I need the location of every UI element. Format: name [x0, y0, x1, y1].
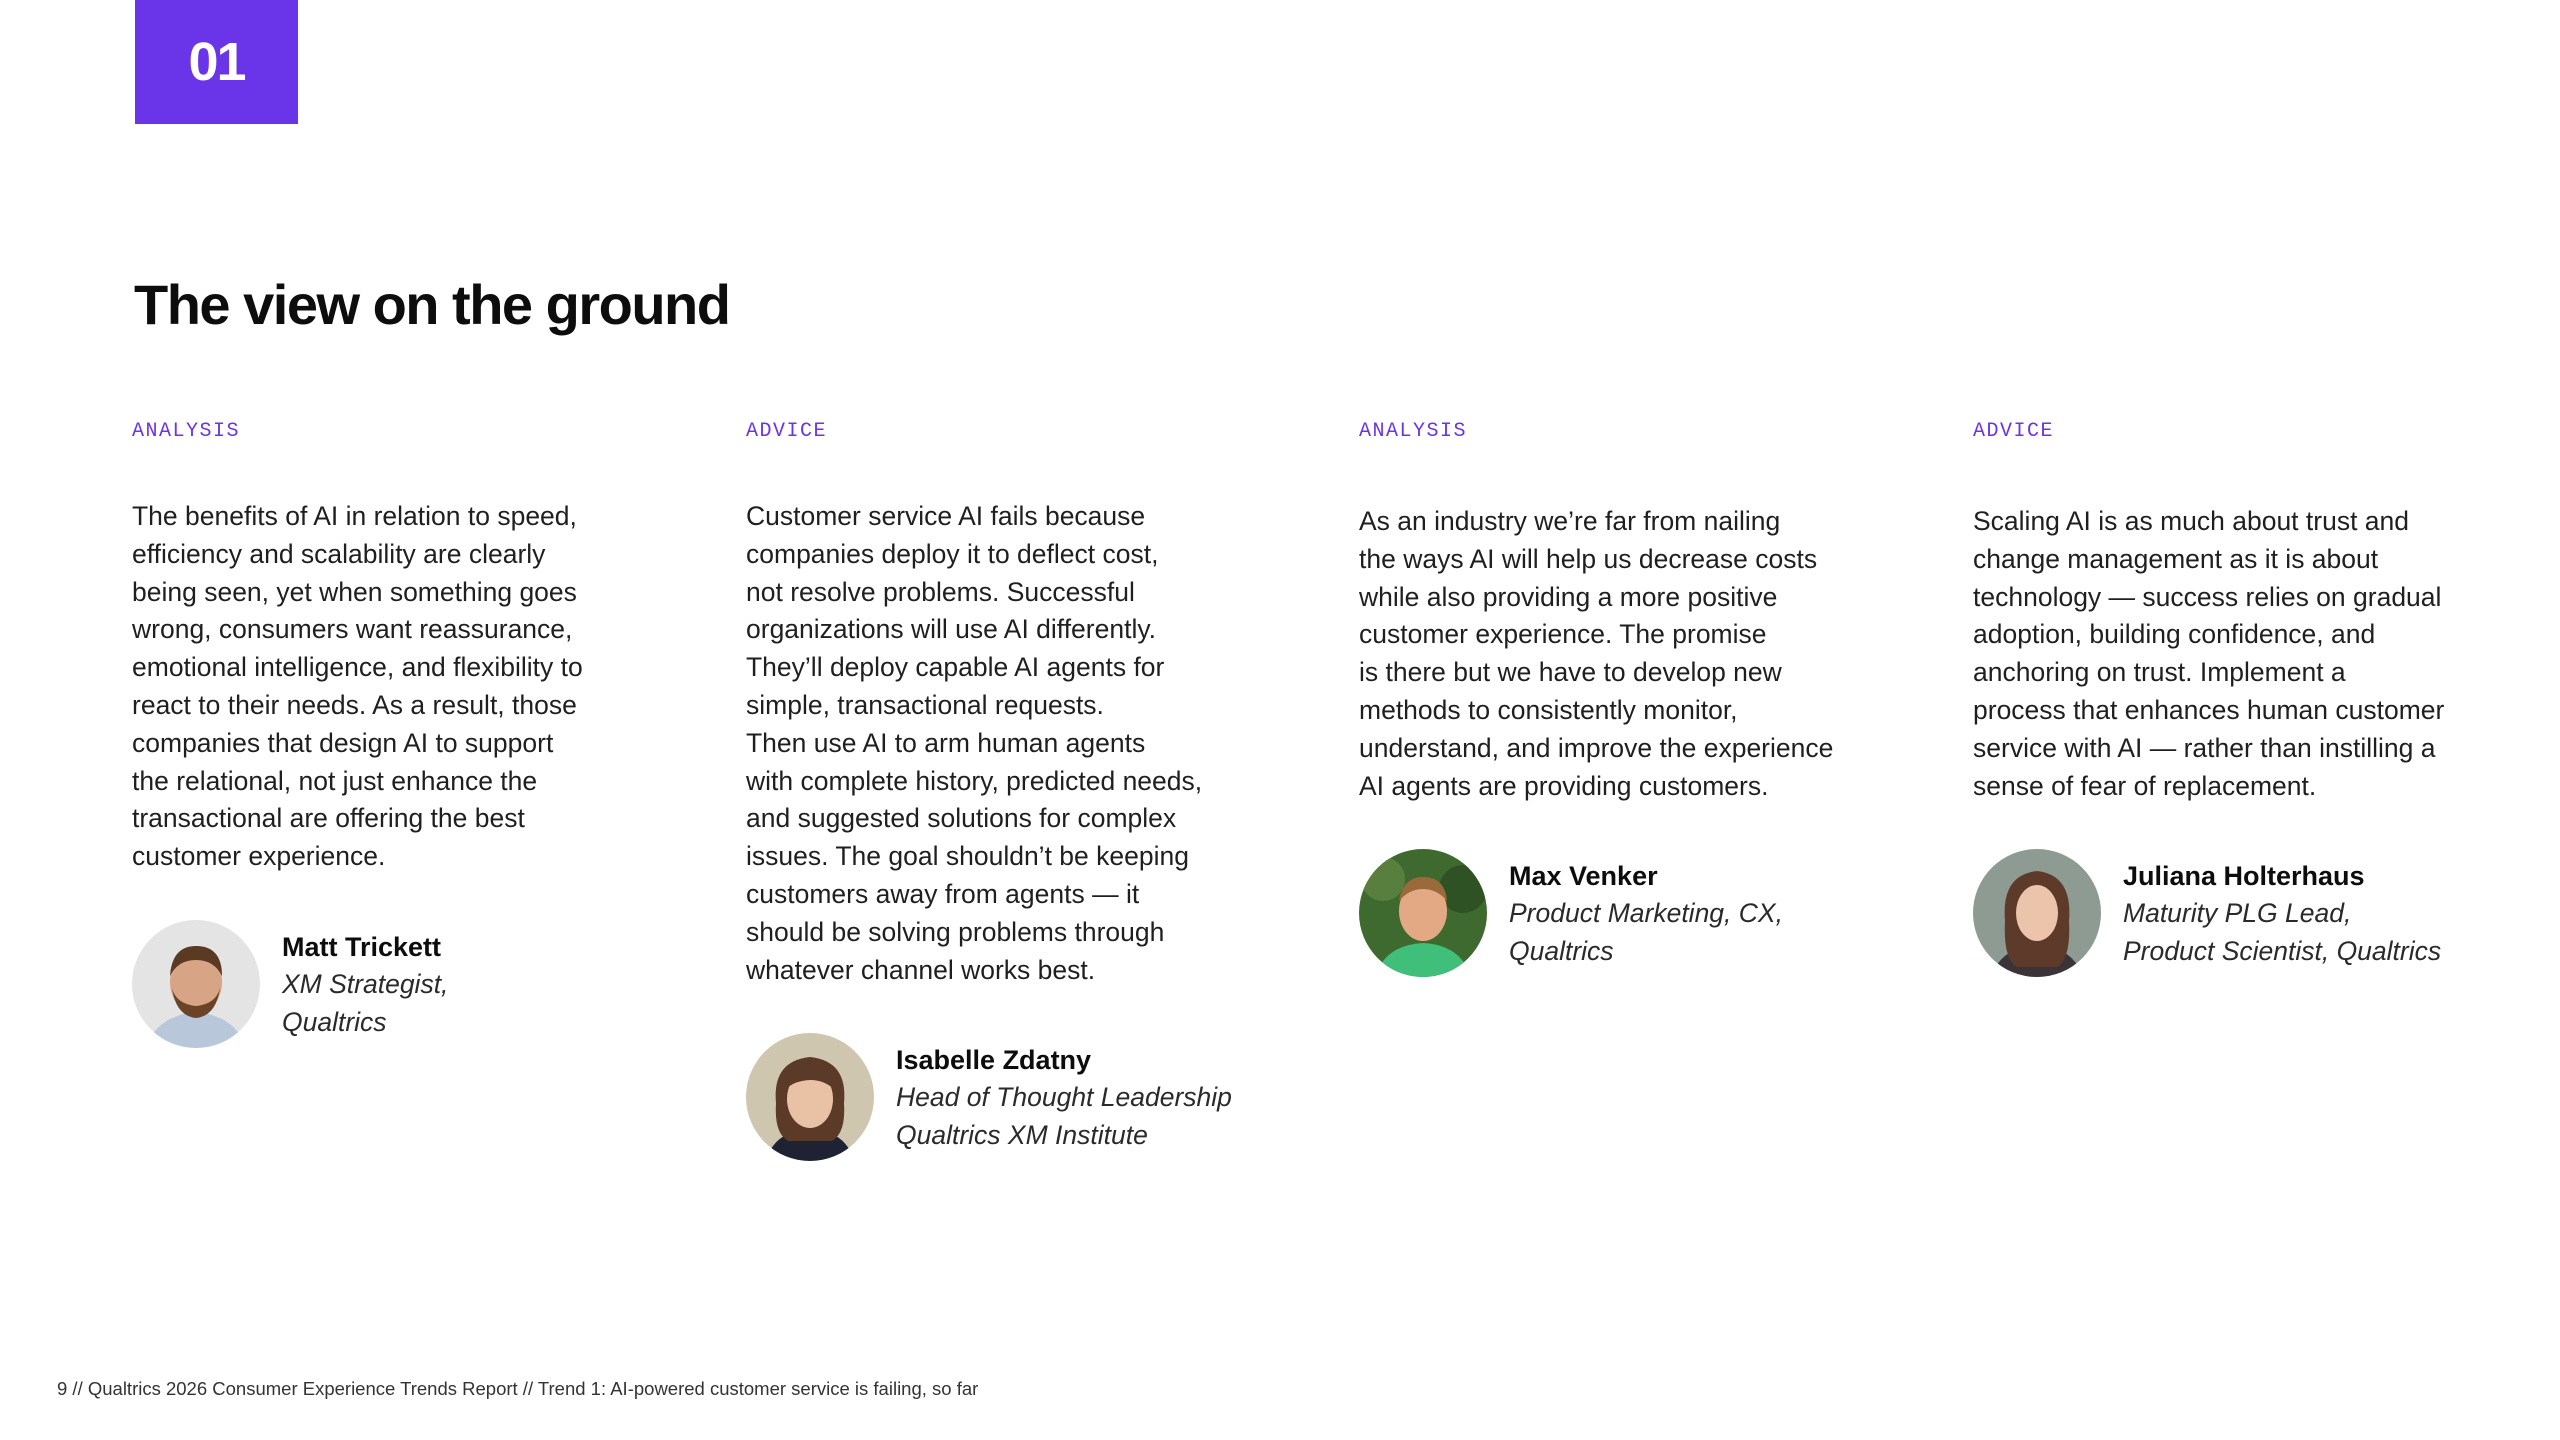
author-role: Product Marketing, CX, Qualtrics [1509, 898, 1783, 967]
avatar-photo-icon [132, 920, 260, 1048]
perspective-column [1973, 420, 2533, 977]
author-role: Maturity PLG Lead, Product Scientist, Qualtrics [2123, 898, 2442, 967]
author-role: XM Strategist, Qualtrics [282, 968, 449, 1037]
column-body: Customer service AI fails because companies deploy it to deflect cost, not resolve problems. Successful organizations will use AI differently. They’ll deploy capable AI agents for simple, transactional requests. Then use AI to arm human agents with complete history, predicted needs, and suggested solutions for complex issues. The goal shouldn’t be keeping customers away from agents — it should be solving problems through whatever channel works best. [746, 501, 1203, 985]
avatar-photo-icon [1359, 849, 1487, 977]
perspective-column [132, 420, 692, 1048]
column-tag: ADVICE [746, 420, 828, 443]
page-title: The view on the ground [134, 273, 730, 336]
column-tag: ADVICE [1973, 420, 2055, 443]
column-tag: ANALYSIS [1359, 420, 1468, 443]
author-name: Juliana Holterhaus [2123, 861, 2365, 892]
column-body: Scaling AI is as much about trust and change management as it is about technology — success relies on gradual adoption, building confidence, and anchoring on trust. Implement a process that enhances human customer service with AI — rather than instilling a sense of fear of replacement. [1973, 506, 2445, 801]
column-tag: ANALYSIS [132, 420, 241, 443]
author-block [132, 920, 692, 1048]
avatar-photo-icon [746, 1033, 874, 1161]
author-avatar [132, 920, 260, 1048]
author-avatar [746, 1033, 874, 1161]
column-body: The benefits of AI in relation to speed, efficiency and scalability are clearly being seen, yet when something goes wrong, consumers want reassurance, emotional intelligence, and flexibility to react to their needs. As a result, those companies that design AI to support the relational, not just enhance the transactional are offering the best customer experience. [132, 501, 583, 872]
author-name: Matt Trickett [282, 931, 442, 962]
author-block [1359, 849, 1919, 977]
author-block [746, 1033, 1306, 1161]
author-name: Max Venker [1509, 861, 1658, 892]
author-avatar [1359, 849, 1487, 977]
author-block [1973, 849, 2533, 977]
page-footer: 9 // Qualtrics 2026 Consumer Experience Trends Report // Trend 1: AI-powered customer service is failing, so far [57, 1378, 979, 1399]
trend-number-badge: 01 [135, 0, 298, 124]
avatar-photo-icon [1973, 849, 2101, 977]
column-body: As an industry we’re far from nailing the ways AI will help us decrease costs while also providing a more positive customer experience. The promise is there but we have to develop new methods to consistently monitor, understand, and improve the experience AI agents are providing customers. [1359, 506, 1834, 801]
perspective-column [1359, 420, 1919, 977]
author-avatar [1973, 849, 2101, 977]
author-role: Head of Thought Leadership Qualtrics XM Institute [896, 1082, 1232, 1151]
author-name: Isabelle Zdatny [896, 1045, 1092, 1076]
perspective-column [746, 420, 1306, 1161]
